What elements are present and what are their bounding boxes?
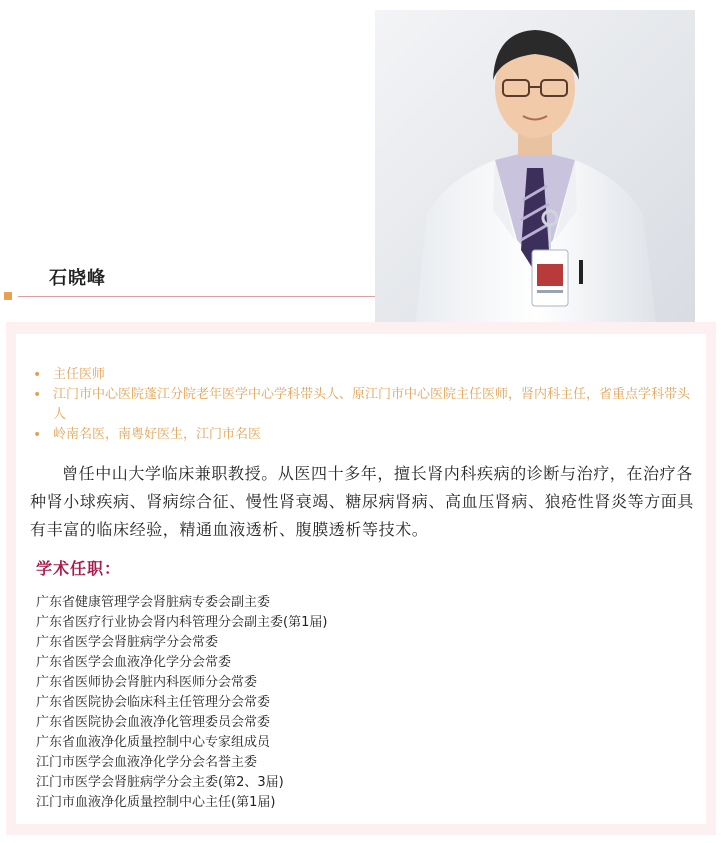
academic-section-title: 学术任职： [36,559,122,578]
highlight-item [30,385,700,425]
highlight-text: 江门市中心医院蓬江分院老年医学中心学科带头人、原江门市中心医院主任医师，肾内科主任，省重点学科带头人 [53,387,691,422]
academic-role-item: 江门市血液净化质量控制中心主任(第1届) [36,795,276,810]
bullet-icon: • [33,367,42,383]
academic-role-item: 广东省医师协会肾脏内科医师分会常委 [36,675,258,690]
academic-role-item: 广东省医院协会临床科主任管理分会常委 [36,695,271,710]
highlight-item [30,425,700,445]
academic-role-item: 广东省医学会肾脏病学分会常委 [36,635,219,650]
profile-card-inner [16,334,706,824]
bullet-icon: • [33,427,42,443]
academic-role-item: 广东省医学会血液净化学分会常委 [36,655,232,670]
highlight-text: 岭南名医，南粤好医生，江门市名医 [53,427,262,442]
profile-card [6,322,716,835]
academic-role-item: 广东省血液净化质量控制中心专家组成员 [36,735,271,750]
academic-role-list [36,593,696,813]
academic-role-item: 广东省医院协会血液净化管理委员会常委 [36,715,271,730]
biography-paragraph: 曾任中山大学临床兼职教授。从医四十多年，擅长肾内科疾病的诊断与治疗，在治疗各种肾小球疾病、肾病综合征、慢性肾衰竭、糖尿病肾病、高血压肾病、狼疮性肾炎等方面具有丰富的临床经验，精通血液透析、腹膜透析等技术。 [30,464,695,539]
highlight-item [30,365,700,385]
academic-role-item: 广东省健康管理学会肾脏病专委会副主委 [36,595,271,610]
academic-role-item: 广东省医疗行业协会肾内科管理分会副主委(第1届) [36,615,328,630]
header-divider [18,296,380,297]
doctor-name: 石晓峰 [49,268,106,289]
doctor-photo [375,10,695,330]
bullet-icon: • [33,387,42,403]
highlight-list [30,365,700,445]
doctor-portrait-icon [375,10,695,330]
academic-role-item: 江门市医学会肾脏病学分会主委(第2、3届) [36,775,284,790]
accent-square [4,292,12,300]
highlight-text: 主任医师 [53,367,106,382]
academic-role-item: 江门市医学会血液净化学分会名誉主委 [36,755,258,770]
profile-header [0,0,721,330]
